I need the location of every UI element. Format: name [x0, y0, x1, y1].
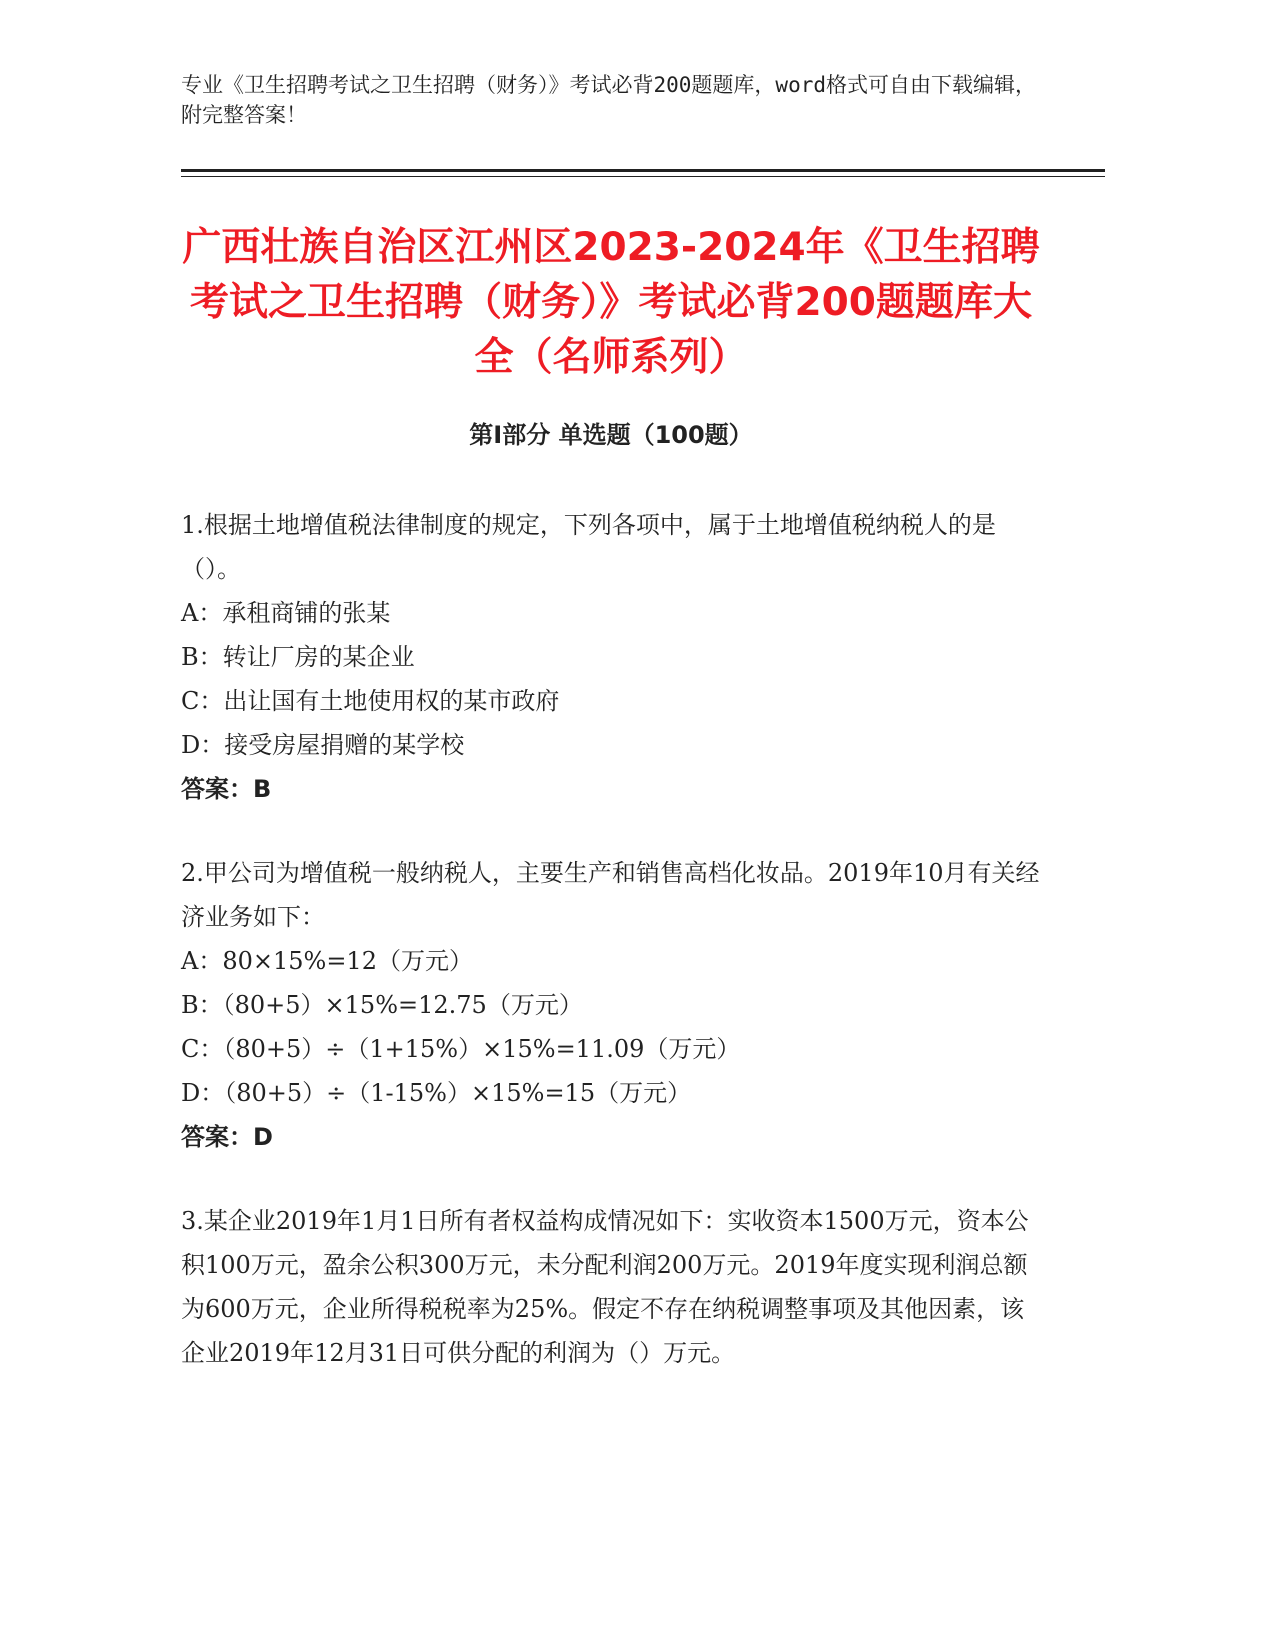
question-3	[181, 1199, 1041, 1375]
option-d: D：（80+5）÷（1-15%）×15%=15（万元）	[181, 1079, 692, 1107]
option-a: A：承租商铺的张某	[181, 599, 391, 627]
option-d: D：接受房屋捐赠的某学校	[181, 731, 465, 759]
document-title: 广西壮族自治区江州区2023-2024年《卫生招聘考试之卫生招聘（财务）》考试必背200题题库大全（名师系列）	[182, 225, 1040, 380]
option-a: A：80×15%=12（万元）	[181, 947, 473, 975]
header-divider-thick	[181, 169, 1105, 172]
option-c: C：（80+5）÷（1+15%）×15%=11.09（万元）	[181, 1035, 741, 1063]
question-stem: 2.甲公司为增值税一般纳税人，主要生产和销售高档化妆品。2019年10月有关经济业务如下：	[181, 859, 1040, 931]
answer-label: 答案：B	[181, 775, 272, 803]
option-c: C：出让国有土地使用权的某市政府	[181, 687, 560, 715]
question-1	[181, 503, 1041, 811]
option-b: B：转让厂房的某企业	[181, 643, 415, 671]
answer-label: 答案：D	[181, 1123, 273, 1151]
question-stem: 3.某企业2019年1月1日所有者权益构成情况如下：实收资本1500万元，资本公积100万元，盈余公积300万元，未分配利润200万元。2019年度实现利润总额为600万元，企业所得税税率为25%。假定不存在纳税调整事项及其他因素，该企业2019年12月31日可供分配的利润为（）万元。	[181, 1207, 1029, 1367]
section-heading: 第Ⅰ部分 单选题（100题）	[469, 421, 753, 449]
option-b: B：（80+5）×15%=12.75（万元）	[181, 991, 583, 1019]
header-note: 专业《卫生招聘考试之卫生招聘（财务）》考试必背200题题库，word格式可自由下载编辑，附完整答案！	[181, 73, 1036, 127]
header-divider-thin	[181, 176, 1105, 177]
question-2	[181, 851, 1041, 1159]
question-stem: 1.根据土地增值税法律制度的规定，下列各项中，属于土地增值税纳税人的是（）。	[181, 511, 996, 583]
